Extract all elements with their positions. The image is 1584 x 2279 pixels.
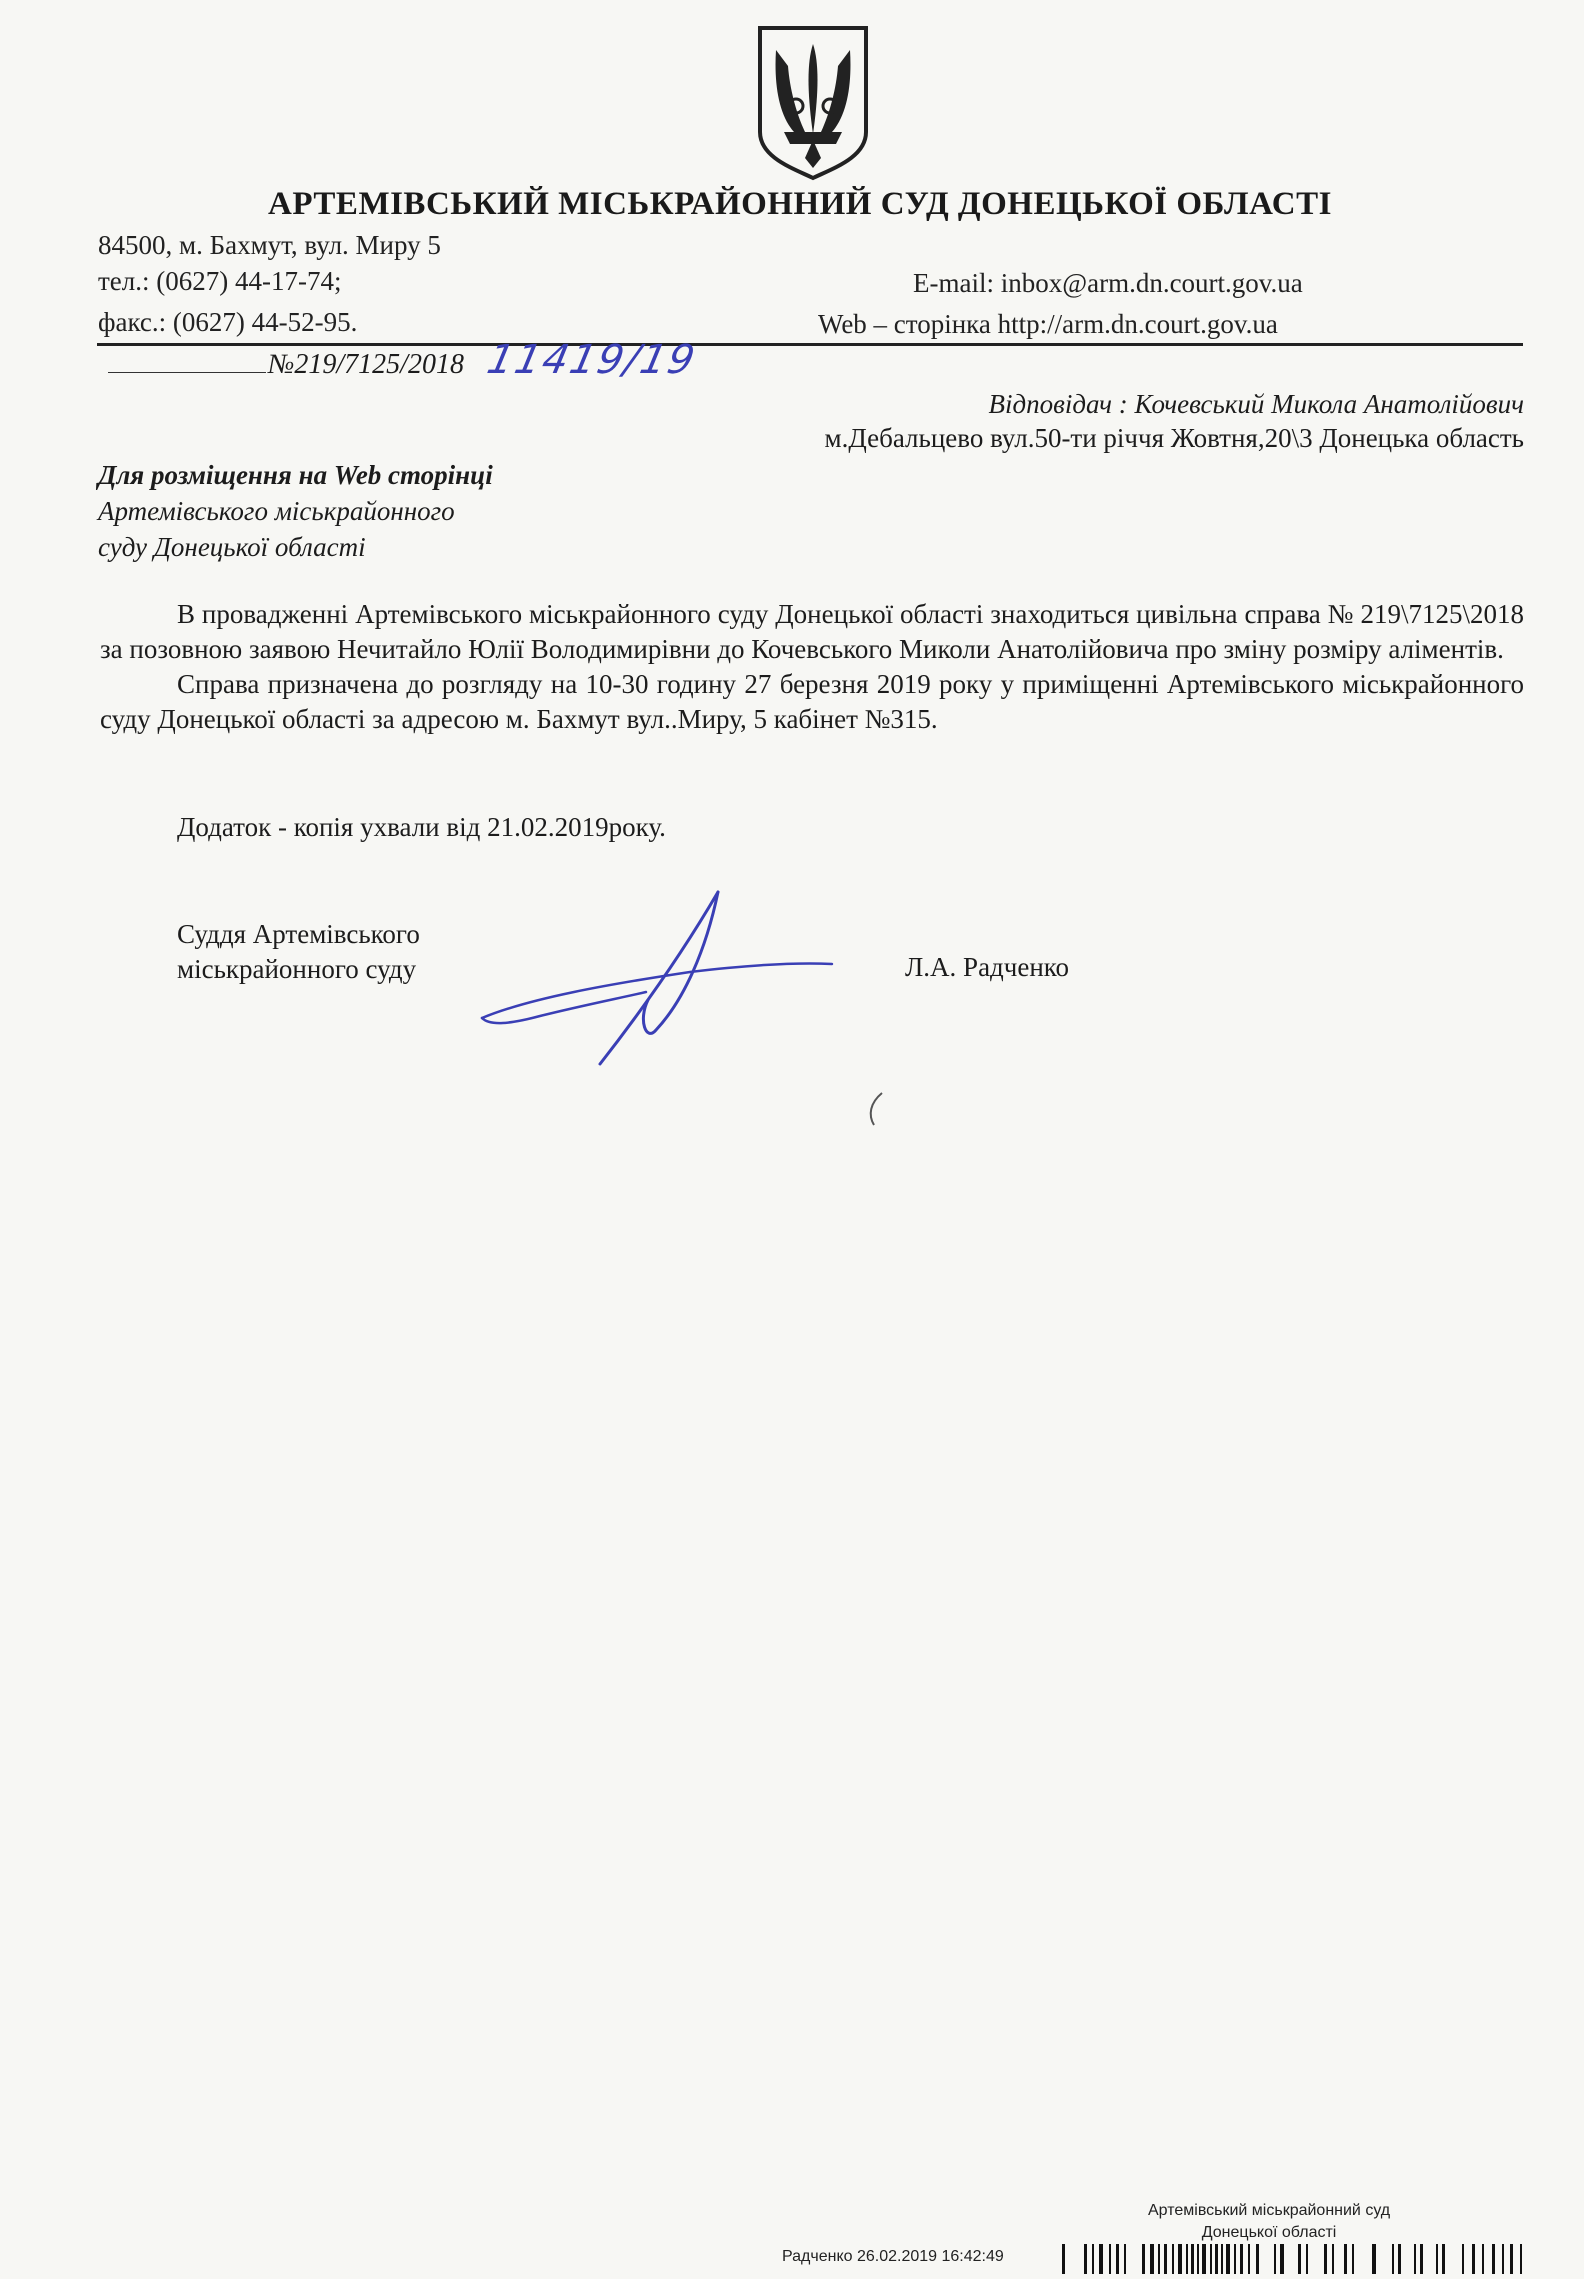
court-name-heading: АРТЕМІВСЬКИЙ МІСЬКРАЙОННИЙ СУД ДОНЕЦЬКОЇ ОБЛАСТІ: [268, 186, 1332, 222]
pencil-mark: [862, 1089, 892, 1129]
registration-court-line-2: Донецької області: [1201, 2224, 1337, 2241]
appendix-note: Додаток - копія ухвали від 21.02.2019року.: [177, 812, 666, 842]
body-paragraph-hearing: Справа призначена до розгляду на 10-30 годину 27 березня 2019 року у приміщенні Артемівського міськрайонного суду Донецької області за адресою м. Бахмут вул..Миру, 5 кабінет №315.: [100, 669, 1524, 734]
judge-title-line-1: Суддя Артемівського: [177, 919, 420, 949]
body-paragraph-case: В провадженні Артемівського міськрайонного суду Донецької області знаходиться цивільна справа № 219\7125\2018 за позовною заявою Нечитайло Юлії Володимирівни до Кочевського Миколи Анатолійовича про зміну розміру аліментів.: [100, 599, 1524, 664]
court-website: Web – сторінка http://arm.dn.court.gov.ua: [818, 309, 1278, 339]
court-email: E-mail: inbox@arm.dn.court.gov.ua: [913, 268, 1303, 298]
number-blank-line: [108, 346, 266, 373]
registration-court-line-1: Артемівський міськрайонний суд: [1148, 2202, 1391, 2219]
court-address: 84500, м. Бахмут, вул. Миру 5: [98, 230, 441, 260]
outgoing-number: [108, 346, 464, 381]
handwritten-signature: [470, 880, 840, 1080]
web-note-line-2: Артемівського міськрайонного: [98, 496, 455, 526]
registration-stamp-court: [1148, 2200, 1390, 2244]
respondent-address: м.Дебальцево вул.50-ти річчя Жовтня,20\3 Донецька область: [824, 423, 1524, 453]
respondent-name: Відповідач : Кочевський Микола Анатолійович: [988, 389, 1524, 419]
trident-coat-of-arms-icon: [754, 22, 872, 182]
web-note-line-3: суду Донецької області: [98, 532, 366, 562]
barcode-icon: [1062, 2242, 1532, 2276]
web-publication-note: [98, 457, 493, 565]
judge-name: Л.А. Радченко: [905, 952, 1070, 982]
court-phone: тел.: (0627) 44-17-74;: [98, 266, 342, 296]
court-fax: факс.: (0627) 44-52-95.: [98, 307, 358, 337]
judge-title-line-2: міськрайонного суду: [177, 954, 417, 984]
judge-title: [177, 917, 420, 987]
case-reference-number: №219/7125/2018: [268, 349, 464, 380]
letter-body: [100, 597, 1524, 737]
web-note-line-1: Для розміщення на Web сторінці: [98, 460, 493, 490]
handwritten-registration-number: 11419/19: [483, 337, 701, 383]
registration-stamp-meta: Радченко 26.02.2019 16:42:49: [782, 2248, 1004, 2265]
